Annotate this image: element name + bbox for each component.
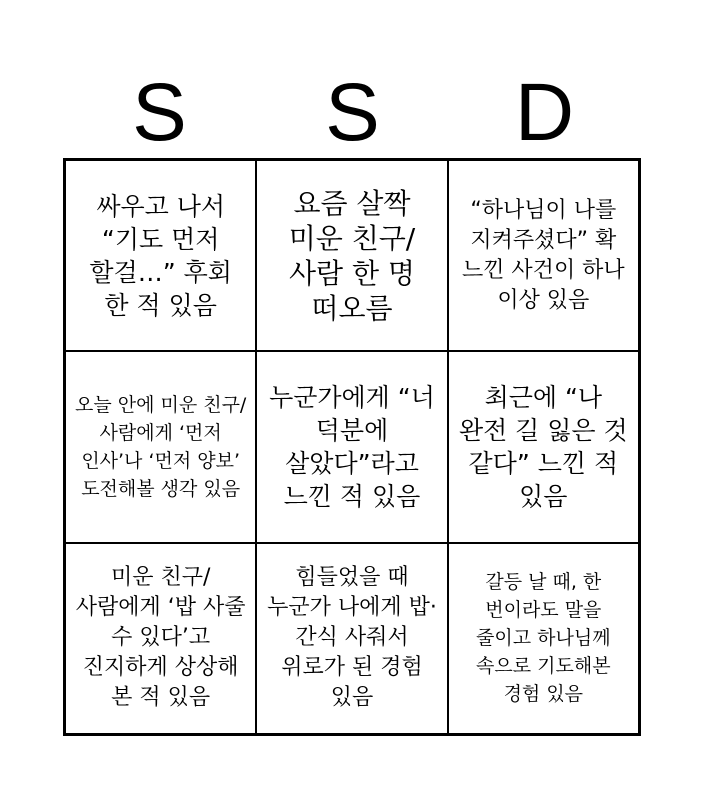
bingo-cell-text: “하나님이 나를 지켜주셨다” 확 느낀 사건이 하나 이상 있음: [461, 197, 625, 313]
bingo-header: [63, 68, 641, 158]
bingo-cell-9[interactable]: [448, 543, 639, 734]
bingo-cell-4[interactable]: [65, 351, 256, 542]
bingo-cell-2[interactable]: [256, 160, 447, 351]
bingo-cell-text: 최근에 “나 완전 길 잃은 것 같다” 느낀 적 있음: [458, 382, 628, 511]
bingo-cell-text: 미운 친구/사람에게 ‘밥 사줄 수 있다’고 진지하게 상상해 본 적 있음: [75, 565, 246, 711]
bingo-cell-1[interactable]: [65, 160, 256, 351]
bingo-cell-7[interactable]: [65, 543, 256, 734]
bingo-cell-text: 힘들었을 때 누군가 나에게 밥·간식 사줘서 위로가 된 경험 있음: [267, 565, 437, 711]
bingo-cell-3[interactable]: [448, 160, 639, 351]
bingo-cell-5[interactable]: [256, 351, 447, 542]
bingo-cell-8[interactable]: [256, 543, 447, 734]
header-letter-s1: S: [132, 67, 187, 158]
bingo-cell-text: 요즘 살짝 미운 친구/사람 한 명 떠오름: [288, 186, 416, 325]
bingo-cell-6[interactable]: [448, 351, 639, 542]
bingo-cell-text: 갈등 날 때, 한 번이라도 말을 줄이고 하나님께 속으로 기도해본 경험 있음: [476, 571, 611, 706]
bingo-grid: [63, 158, 641, 736]
header-letter-d: D: [514, 67, 575, 158]
bingo-cell-text: 누군가에게 “너 덕분에 살았다”라고 느낀 적 있음: [269, 382, 435, 511]
bingo-cell-text: 싸우고 나서 “기도 먼저 할걸…” 후회 한 적 있음: [89, 191, 232, 320]
bingo-cell-text: 오늘 안에 미운 친구/사람에게 ‘먼저 인사’나 ‘먼저 양보’ 도전해볼 생각 있음: [74, 393, 247, 500]
header-letter-s2: S: [325, 67, 380, 158]
